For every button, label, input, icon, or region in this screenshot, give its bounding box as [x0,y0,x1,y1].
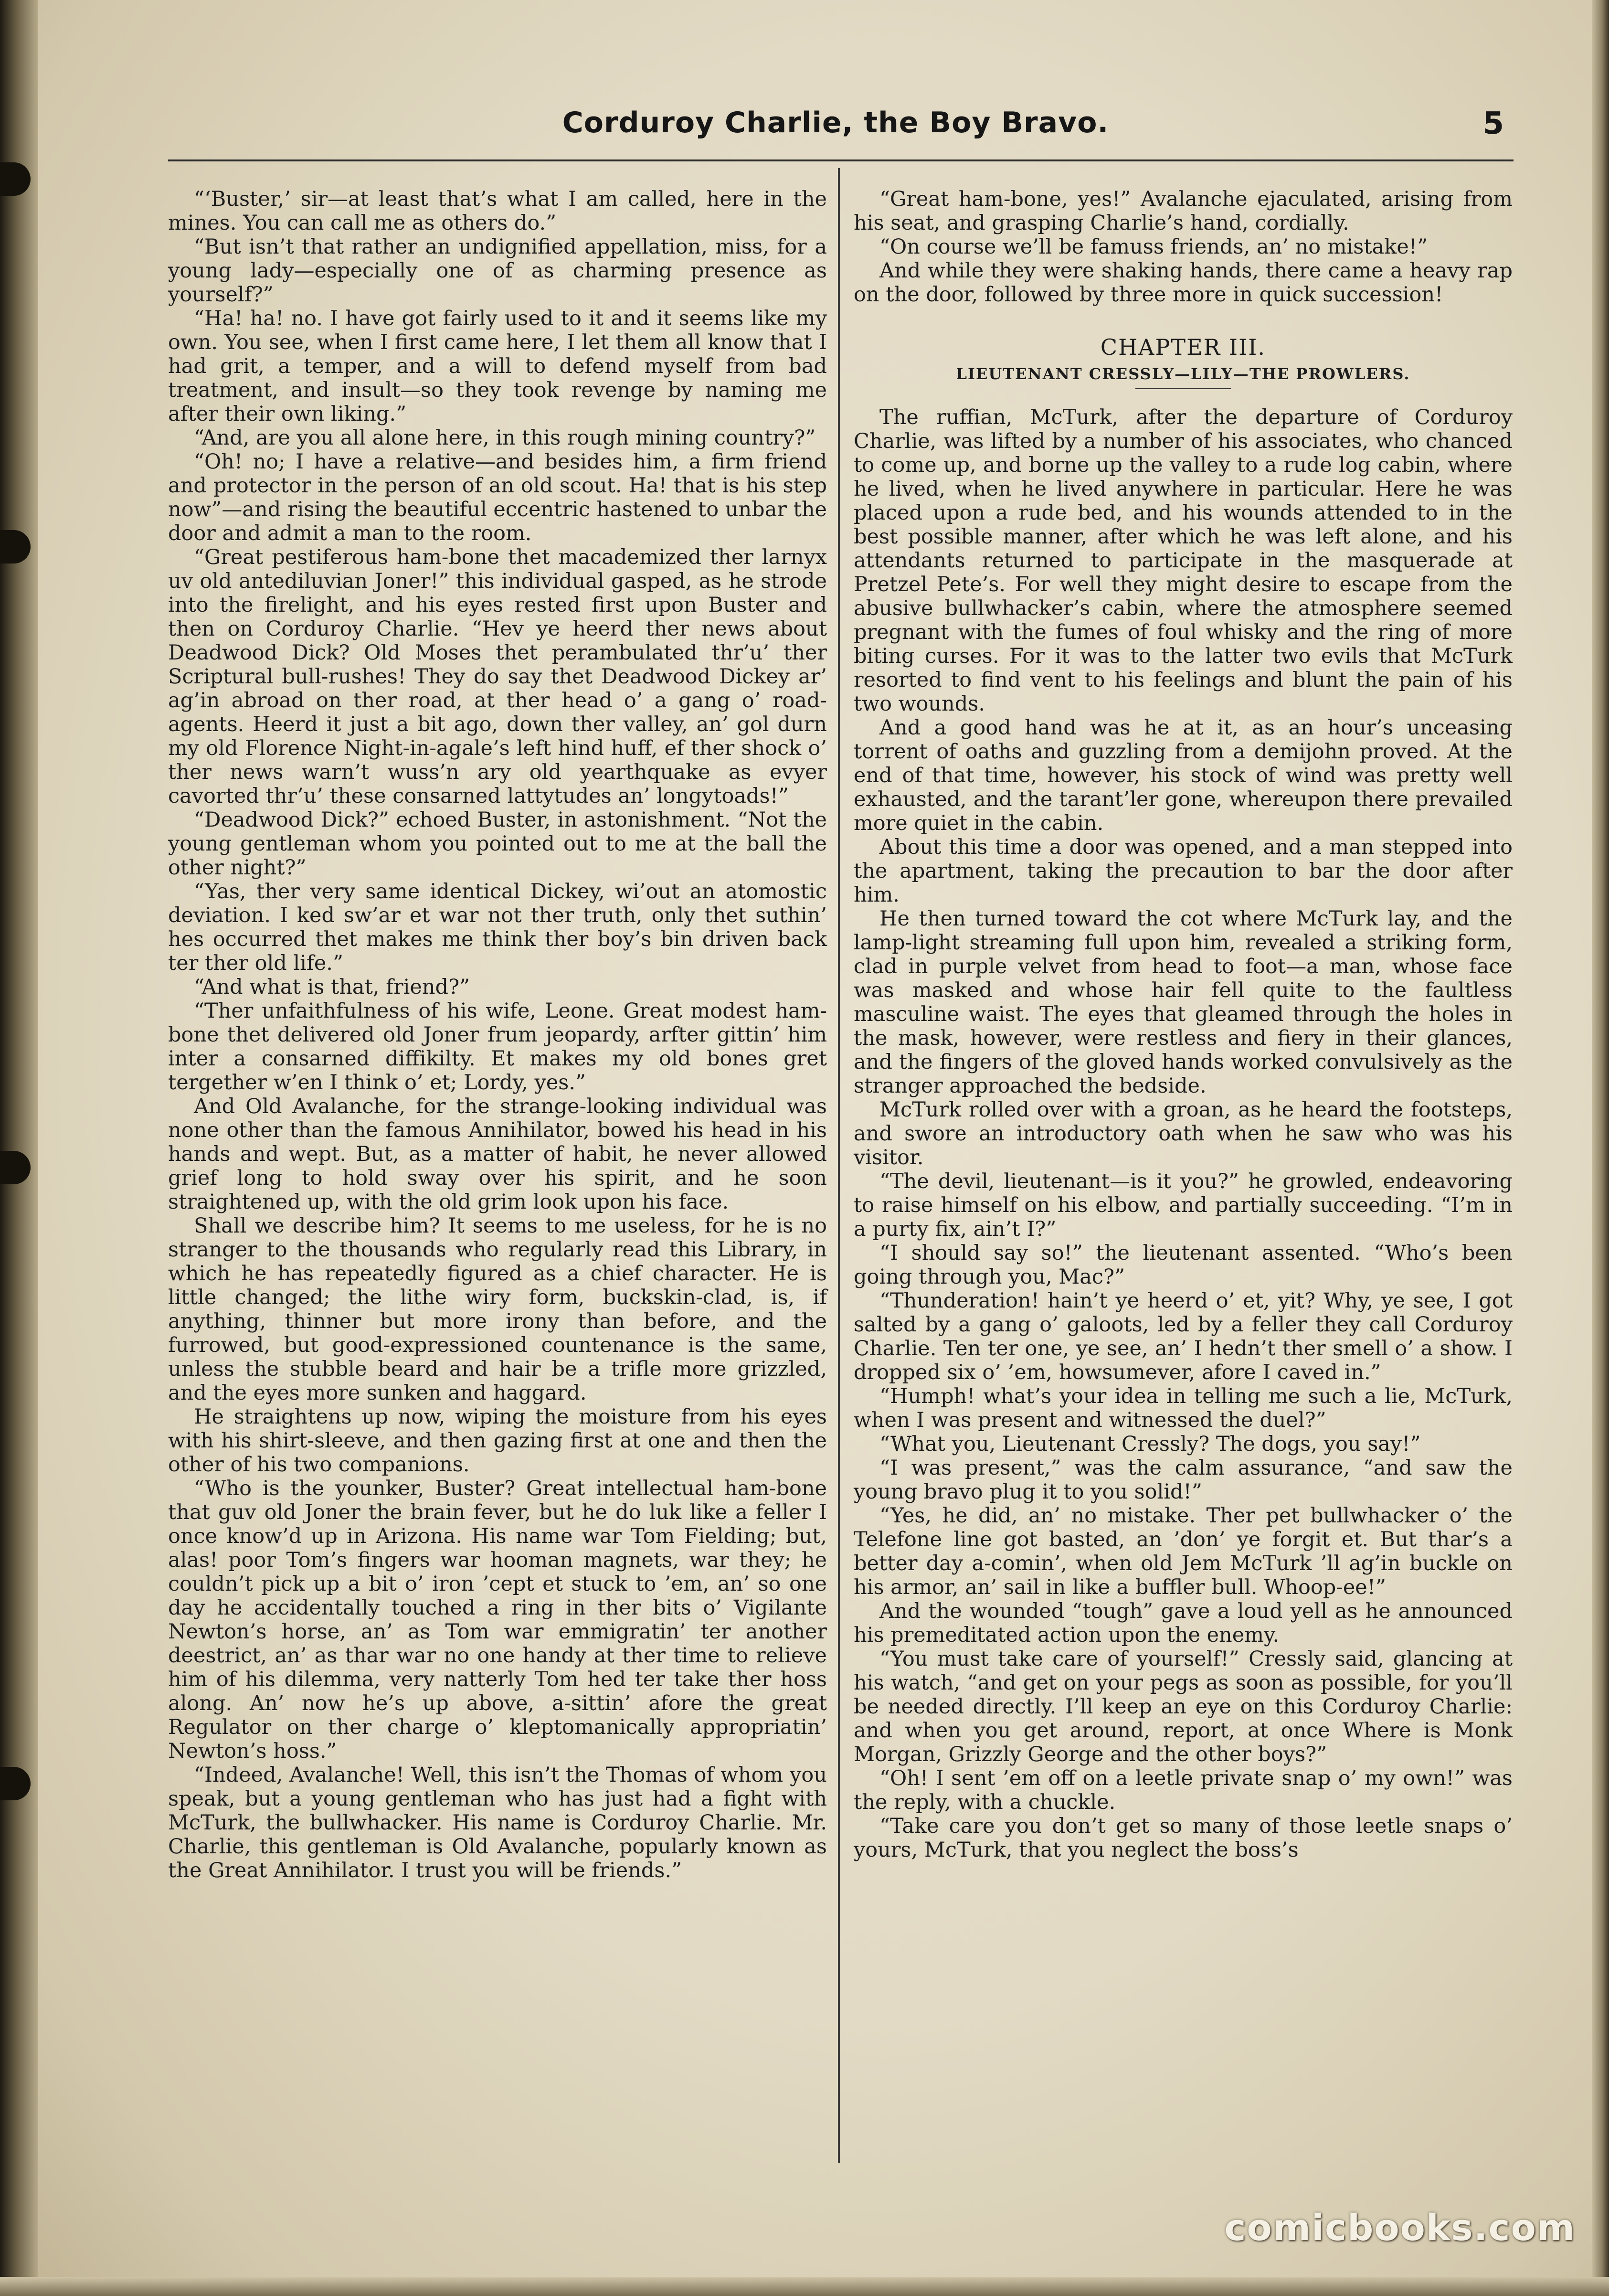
paragraph: “Deadwood Dick?” echoed Buster, in astonishment. “Not the young gentleman whom you pointed out to me at the ball the other night?” [168,808,827,880]
page-edge-bottom [0,2277,1609,2296]
paragraph: “And what is that, friend?” [194,975,470,999]
paragraph: “Humph! what’s your idea in telling me such a lie, McTurk, when I was present and witnessed the duel?” [854,1384,1513,1432]
running-title: Corduroy Charlie, the Boy Bravo. [562,106,1109,139]
paragraph: “Great ham-bone, yes!” Avalanche ejaculated, arising from his seat, and grasping Charlie’s hand, cordially. [854,187,1513,235]
chapter-subtitle: LIEUTENANT CRESSLY—LILY—THE PROWLERS. [956,365,1410,383]
paragraph: “Who is the younker, Buster? Great intellectual ham-bone that guv old Joner the brain fever, but he do luk like a feller I once know’d up in Arizona. His name war Tom Fielding; but, alas! poor Tom’s fingers war hooman magnets, war they; he couldn’t pick up a bit o’ iron ’cept et stuck to ’em, an’ so one day he accidentally touched a ring in ther bits o’ Vigilante Newton’s horse, an’ as Tom war emmigratin’ ter another deestrict, an’ as thar war no one handy at ther time to relieve him of his dilemma, very natterly Tom hed ter take ther hoss along. An’ now he’s up above, a-sittin’ afore the great Regulator on ther charge o’ kleptomanically appropriatin’ Newton’s hoss.” [168,1477,827,1763]
page-number: 5 [1482,106,1504,141]
paragraph: “Yas, ther very same identical Dickey, wi’out an atomostic deviation. I ked sw’ar et war not ther truth, only thet suthin’ hes occurred thet makes me think ther boy’s bin driven back ter ther old life.” [168,880,827,975]
paragraph: “What you, Lieutenant Cressly? The dogs, you say!” [879,1432,1421,1456]
chapter-heading: CHAPTER III. [1100,334,1266,360]
paragraph: “Take care you don’t get so many of those leetle snaps o’ yours, McTurk, that you neglect the boss’s [854,1814,1513,1862]
paragraph: About this time a door was opened, and a man stepped into the apartment, taking the precaution to bar the door after him. [854,835,1513,907]
paragraph: “Thunderation! hain’t ye heerd o’ et, yit? Why, ye see, I got salted by a gang o’ galoots, led by a feller they call Corduroy Charlie. Ten ter one, ye see, an’ I hedn’t ther smell o’ a show. I dropped six o’ ’em, howsumever, afore I caved in.” [854,1289,1513,1384]
paragraph: McTurk rolled over with a groan, as he heard the footsteps, and swore an introductory oath when he saw who was his visitor. [854,1098,1513,1169]
paragraph: The ruffian, McTurk, after the departure of Corduroy Charlie, was lifted by a number of his associates, who chanced to come up, and borne up the valley to a rude log cabin, where he lived, when he lived anywhere in particular. Here he was placed upon a rude bed, and his wounds attended to in the best possible manner, after which he was left alone, and his attendants returned to participate in the masquerade at Pretzel Pete’s. For well they might desire to escape from the abusive bullwhacker’s cabin, where the atmosphere seemed pregnant with the fumes of foul whisky and the ring of more biting curses. For it was to the latter two evils that McTurk resorted to find vent to his feelings and blunt the pain of his two wounds. [854,405,1513,716]
paragraph: And the wounded “tough” gave a loud yell as he announced his premeditated action upon the enemy. [854,1599,1513,1647]
header-rule [168,159,1514,161]
paragraph: “And, are you all alone here, in this rough mining country?” [194,426,816,450]
paragraph: “But isn’t that rather an undignified appellation, miss, for a young lady—especially one of as charming presence as yourself?” [168,235,827,307]
column-divider [838,168,840,2163]
paragraph: And Old Avalanche, for the strange-looking individual was none other than the famous Annihilator, bowed his head in his hands and wept. But, as a matter of habit, he never allowed grief long to hold sway over his spirit, and he soon straightened up, with the old grim look upon his face. [168,1095,827,1214]
paragraph: He then turned toward the cot where McTurk lay, and the lamp-light streaming full upon him, revealed a striking form, clad in purple velvet from head to foot—a man, whose face was masked and whose hair fell quite to the faultless masculine waist. The eyes that gleamed through the holes in the mask, however, were restless and fiery in their glances, and the fingers of the gloved hands worked convulsively as the stranger approached the bedside. [854,907,1513,1098]
paragraph: And while they were shaking hands, there came a heavy rap on the door, followed by three more in quick succession! [854,259,1513,307]
paragraph: “The devil, lieutenant—is it you?” he growled, endeavoring to raise himself on his elbow, and partially succeeding. “I’m in a purty fix, ain’t I?” [854,1169,1513,1241]
paragraph: And a good hand was he at it, as an hour’s unceasing torrent of oaths and guzzling from a demijohn proved. At the end of that time, however, his stock of wind was pretty well exhausted, and the tarant’ler gone, whereupon there prevailed more quiet in the cabin. [854,716,1513,835]
paragraph: “Ther unfaithfulness of his wife, Leone. Great modest ham-bone thet delivered old Joner frum jeopardy, arfter gittin’ him inter a consarned diffikilty. Et makes my old bones gret tergether w’en I think o’ et; Lordy, yes.” [168,999,827,1095]
paragraph: “Oh! I sent ’em off on a leetle private snap o’ my own!” was the reply, with a chuckle. [854,1766,1513,1814]
paragraph: “On course we’ll be famuss friends, an’ no mistake!” [879,235,1428,259]
paragraph: “Ha! ha! no. I have got fairly used to it and it seems like my own. You see, when I first came here, I let them all know that I had grit, a temper, and a will to defend myself from bad treatment, and insult—so they took revenge by naming me after their own liking.” [168,307,827,426]
watermark: comicbooks.com [1224,2206,1576,2249]
paragraph: Shall we describe him? It seems to me useless, for he is no stranger to the thousands who regularly read this Library, in which he has repeatedly figured as a chief character. He is little changed; the lithe wiry form, buckskin-clad, is, if anything, thinner but more irony than before, and the furrowed, but good-expressioned countenance is the same, unless the stubble beard and hair be a trifle more grizzled, and the eyes more sunken and haggard. [168,1214,827,1405]
paragraph: “Indeed, Avalanche! Well, this isn’t the Thomas of whom you speak, but a young gentleman who has just had a fight with McTurk, the bullwhacker. His name is Corduroy Charlie. Mr. Charlie, this gentleman is Old Avalanche, popularly known as the Great Annihilator. I trust you will be friends.” [168,1763,827,1882]
binding-spine [0,0,38,2296]
paragraph: “I should say so!” the lieutenant assented. “Who’s been going through you, Mac?” [854,1241,1513,1289]
paragraph: “‘Buster,’ sir—at least that’s what I am called, here in the mines. You can call me as others do.” [168,187,827,235]
page-edge-right [1592,0,1609,2296]
paragraph: “I was present,” was the calm assurance, “and saw the young bravo plug it to you solid!” [854,1456,1513,1504]
paragraph: “You must take care of yourself!” Cressly said, glancing at his watch, “and get on your pegs as soon as possible, for you’ll be needed directly. I’ll keep an eye on this Corduroy Charlie: and when you get around, report, at once Where is Monk Morgan, Grizzly George and the other boys?” [854,1647,1513,1766]
paragraph: “Yes, he did, an’ no mistake. Ther pet bullwhacker o’ the Telefone line got basted, an ’don’ ye forgit et. But thar’s a better day a-comin’, when old Jem McTurk ’ll ag’in buckle on his armor, an’ sail in like a buffler bull. Whoop-ee!” [854,1504,1513,1599]
paragraph: He straightens up now, wiping the moisture from his eyes with his shirt-sleeve, and then gazing first at one and then the other of his two companions. [168,1405,827,1477]
paragraph: “Great pestiferous ham-bone thet macademized ther larnyx uv old antediluvian Joner!” this individual gasped, as he strode into the firelight, and his eyes rested first upon Buster and then on Corduroy Charlie. “Hev ye heerd ther news about Deadwood Dick? Old Moses thet perambulated thr’u’ ther Scriptural bull-rushes! They do say thet Deadwood Dickey ar’ ag’in abroad on ther road, at ther head o’ a gang o’ road-agents. Heerd it just a bit ago, down ther valley, an’ gol durn my old Florence Night-in-agale’s left hind huff, ef ther shock o’ ther news warn’t wuss’n ary old yearthquake as evyer cavorted thr’u’ these consarned lattytudes an’ longytoads!” [168,545,827,808]
right-column [854,187,1513,1862]
paragraph: “Oh! no; I have a relative—and besides him, a firm friend and protector in the person of an old scout. Ha! that is his step now”—and rising the beautiful eccentric hastened to unbar the door and admit a man to the room. [168,450,827,545]
left-column [168,187,827,1882]
chapter-rule [1135,388,1231,389]
